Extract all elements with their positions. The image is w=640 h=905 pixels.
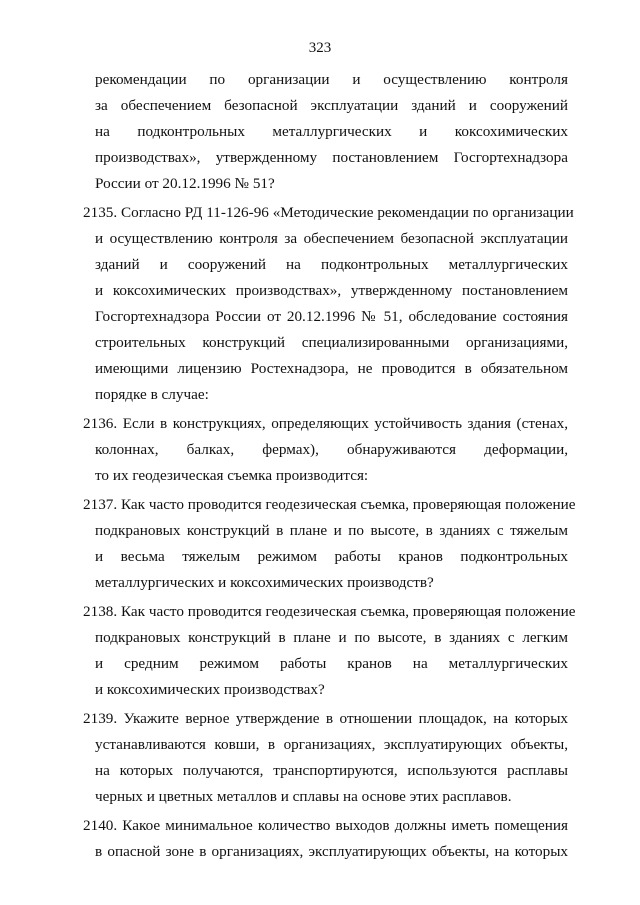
paragraph-line: порядке в случае:	[95, 386, 209, 403]
question-first-line: 2136. Если в конструкциях, определяющих устойчивость здания (стенах,	[83, 415, 568, 432]
paragraph-line: и осуществлению контроля за обеспечением безопасной эксплуатации	[95, 230, 568, 247]
question-item	[83, 706, 568, 810]
question-item	[83, 492, 576, 596]
paragraph-line: металлургических и коксохимических производств?	[95, 574, 434, 591]
paragraph-line: и коксохимических производствах», утвержденному постановлением	[95, 282, 568, 299]
paragraph-line: и средним режимом работы кранов на металлургических	[95, 655, 568, 672]
paragraph-line: подкрановых конструкций в плане и по высоте, в зданиях с тяжелым	[95, 522, 568, 539]
page-number: 323	[308, 40, 332, 56]
paragraph-line: рекомендации по организации и осуществлению контроля	[95, 71, 568, 88]
paragraph-line: колоннах, балках, фермах), обнаруживаются деформации,	[95, 441, 568, 458]
question-item	[83, 411, 568, 489]
paragraph-line: то их геодезическая съемка производится:	[95, 467, 369, 484]
question-first-line: 2138. Как часто проводится геодезическая съемка, проверяющая положение	[83, 603, 576, 620]
paragraph-line: подкрановых конструкций в плане и по высоте, в зданиях с легким	[95, 629, 568, 646]
paragraph-line: и весьма тяжелым режимом работы кранов подконтрольных	[95, 548, 568, 565]
question-first-line: 2139. Укажите верное утверждение в отношении площадок, на которых	[83, 710, 568, 727]
paragraph-line: в опасной зоне в организациях, эксплуатирующих объекты, на которых	[95, 843, 568, 860]
paragraph-line: производствах», утвержденному постановлением Госгортехнадзора	[95, 149, 568, 166]
question-item	[83, 200, 574, 408]
question-item	[83, 813, 568, 865]
document-body	[83, 67, 576, 865]
question-first-line: 2140. Какое минимальное количество выходов должны иметь помещения	[83, 817, 568, 834]
paragraph-line: имеющими лицензию Ростехнадзора, не проводится в обязательном	[95, 360, 568, 377]
question-first-line: 2135. Согласно РД 11-126-96 «Методические рекомендации по организации	[83, 204, 574, 221]
paragraph-line: зданий и сооружений на подконтрольных металлургических	[95, 256, 568, 273]
paragraph-line: России от 20.12.1996 № 51?	[95, 175, 275, 192]
paragraph-line: Госгортехнадзора России от 20.12.1996 № 51, обследование состояния	[95, 308, 568, 325]
paragraph-line: устанавливаются ковши, в организациях, эксплуатирующих объекты,	[95, 736, 568, 753]
paragraph-line: и коксохимических производствах?	[95, 681, 325, 698]
question-first-line: 2137. Как часто проводится геодезическая съемка, проверяющая положение	[83, 496, 576, 513]
paragraph-line: на которых получаются, транспортируются, используются расплавы	[95, 762, 568, 779]
paragraph-line: за обеспечением безопасной эксплуатации зданий и сооружений	[95, 97, 568, 114]
paragraph-line: черных и цветных металлов и сплавы на основе этих расплавов.	[95, 788, 512, 805]
paragraph-line: на подконтрольных металлургических и коксохимических	[95, 123, 568, 140]
question-item	[83, 599, 576, 703]
paragraph-line: строительных конструкций специализированными организациями,	[95, 334, 568, 351]
continuation-paragraph	[95, 67, 568, 197]
